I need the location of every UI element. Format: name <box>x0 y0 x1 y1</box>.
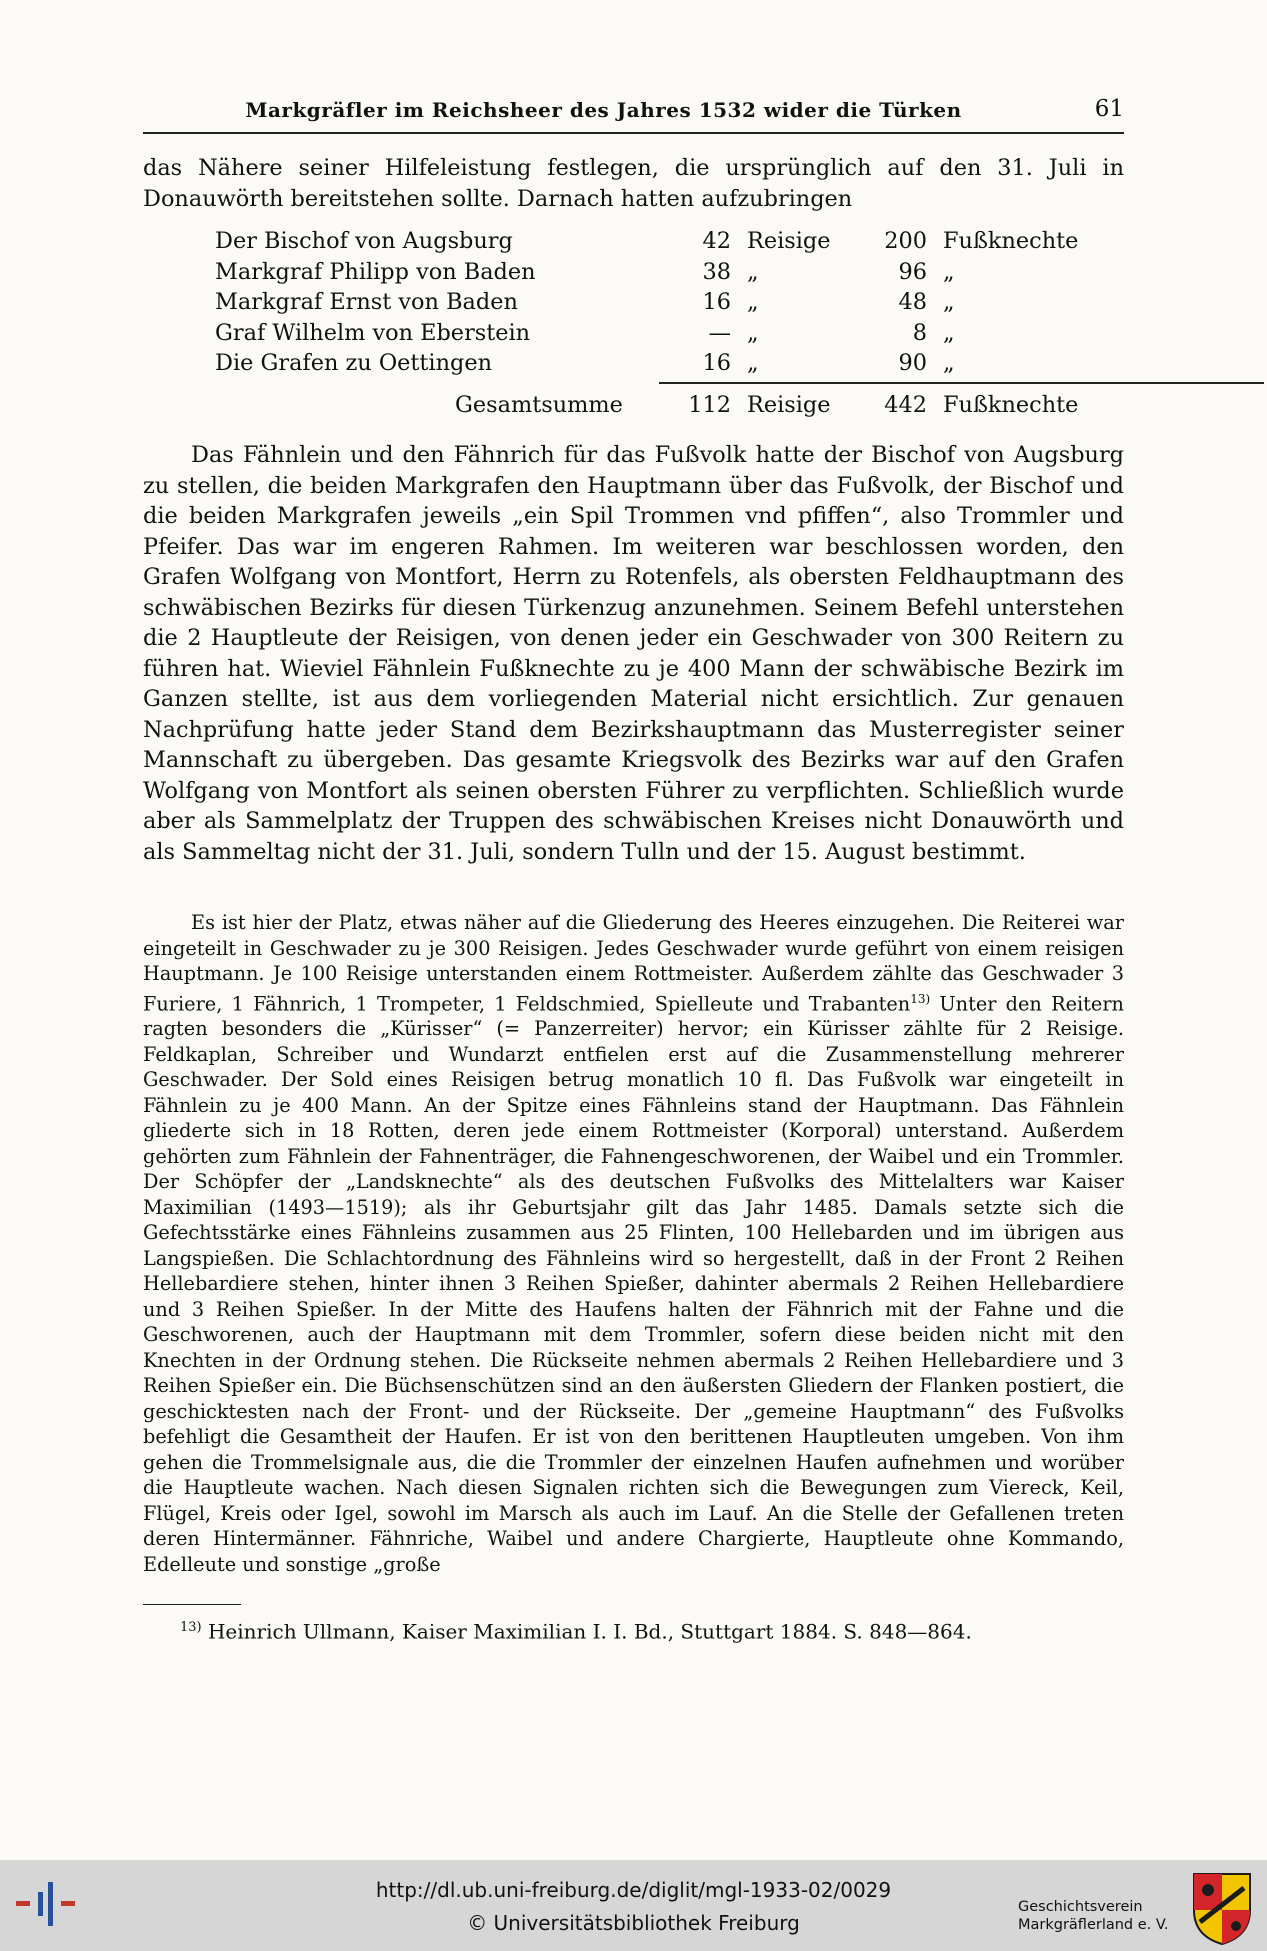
list-row <box>215 228 1079 259</box>
running-head <box>143 92 1124 134</box>
society-name <box>1018 1898 1188 1934</box>
intro-text: das Nähere seiner Hilfeleistung festlegen, die ursprünglich auf den 31. Juli in Donauwörth bereitstehen sollte. Darnach hatten aufzubringen <box>143 155 1124 212</box>
main-paragraph <box>143 440 1124 867</box>
copyright-notice: © Universitätsbibliothek Freiburg <box>467 1911 800 1935</box>
list-row <box>215 320 1048 351</box>
society-name-line-2: Markgräflerland e. V. <box>1018 1917 1169 1933</box>
riders-unit: Reisige <box>747 228 831 254</box>
foot-unit: „ <box>943 258 955 285</box>
total-label: Gesamtsumme <box>455 392 623 418</box>
foot-count: 200 <box>884 228 927 254</box>
riders-count: 16 <box>702 350 731 376</box>
footnote-reference: 13) <box>910 991 931 1006</box>
society-name-line-1: Geschichtsverein <box>1018 1899 1143 1915</box>
riders-unit: „ <box>747 258 759 285</box>
foot-unit: „ <box>943 350 955 376</box>
sum-rule <box>659 382 1264 384</box>
contingent-name: Der Bischof von Augsburg <box>215 228 513 254</box>
digitization-footer <box>0 1860 1267 1951</box>
riders-unit: „ <box>747 350 759 376</box>
foot-count: 48 <box>898 289 927 315</box>
contingent-name: Markgraf Ernst von Baden <box>215 289 518 315</box>
excursus-paragraph <box>143 910 1124 1577</box>
riders-count: — <box>708 319 731 346</box>
contingent-name: Markgraf Philipp von Baden <box>215 258 536 285</box>
foot-count: 8 <box>912 319 927 346</box>
list-row <box>215 289 1048 320</box>
contingent-name: Graf Wilhelm von Eberstein <box>215 319 531 346</box>
page-number: 61 <box>1094 96 1124 122</box>
coat-of-arms-icon <box>1190 1870 1254 1946</box>
footnote-mark: 13) <box>180 1620 202 1635</box>
total-foot: 442 <box>884 392 927 418</box>
excursus-text <box>143 910 1124 1577</box>
riders-count: 42 <box>702 228 731 254</box>
excursus-text-part-b: Unter den Reitern ragten besonders die „Kürisser“ (= Panzerreiter) hervor; ein Kürisser zählte für 2 Reisige. Feldkaplan, Schreiber und Wundarzt entfielen erst auf die Zusammenstellung mehrerer Geschwader. Der Sold eines Reisigen betrug monatlich 10 fl. Das Fußvolk war eingeteilt in Fähnlein zu je 400 Mann. An der Spitze eines Fähnleins stand der Hauptmann. Das Fähnlein gliederte sich in 18 Rotten, deren jede einem Rottmeister (Korporal) unterstand. Außerdem gehörten zum Fähnlein der Fahnenträger, die Fahnengeschworenen, der Waibel und ein Trommler. Der Schöpfer der „Landsknechte“ als des deutschen Fußvolks des Mittelalters war Kaiser Maximilian (1493—1519); als ihr Geburtsjahr gilt das Jahr 1485. Damals setzte sich die Gefechtsstärke eines Fähnleins zusammen aus 25 Flinten, 100 Hellebarden und im übrigen aus Langspießen. Die Schlachtordnung des Fähnleins wird so hergestellt, daß in der Front 2 Reihen Hellebardiere stehen, hinter ihnen 3 Reihen Spießer, dahinter abermals 2 Reihen Hellebardiere und 3 Reihen Spießer. In der Mitte des Haufens halten der Fähnrich mit der Fahne und die Geschworenen, auch der Hauptmann mit dem Trommler, sofern diese beiden nicht mit den Knechten in der Ordnung stehen. Die Rückseite nehmen abermals 2 Reihen Hellebardiere und 3 Reihen Spießer ein. Die Büchsenschützen sind an den äußersten Gliedern der Flanken postiert, die geschicktesten nach der Front- und der Rückseite. Der „gemeine Hauptmann“ des Fußvolks befehligt die Gesamtheit der Haufen. Er ist von den berittenen Hauptleuten umgeben. Von ihm gehen die Trommelsignale aus, die die Trommler der einzelnen Haufen aufnehmen und worüber die Hauptleute wachen. Nach diesen Signalen richten sich die Bewegungen zum Viereck, Keil, Flügel, Kreis oder Igel, sowohl im Marsch als auch im Lauf. An die Stelle der Gefallenen treten deren Hintermänner. Fähnriche, Waibel und andere Chargierte, Hauptleute ohne Kommando, Edelleute und sonstige „große <box>143 991 1124 1576</box>
contingent-list <box>215 228 1079 418</box>
intro-paragraph <box>143 153 1124 214</box>
footnote-text: Heinrich Ullmann, Kaiser Maximilian I. I. Bd., Stuttgart 1884. S. 848—864. <box>201 1619 972 1644</box>
running-title: Markgräfler im Reichsheer des Jahres 1532 wider die Türken <box>245 98 962 122</box>
riders-count: 16 <box>702 289 731 315</box>
riders-unit: „ <box>747 319 759 346</box>
footnote <box>180 1614 1124 1646</box>
total-row <box>215 392 1079 422</box>
permalink[interactable]: http://dl.ub.uni-freiburg.de/diglit/mgl-1933-02/0029 <box>375 1878 892 1902</box>
excursus-text-part-a: Es ist hier der Platz, etwas näher auf die Gliederung des Heeres einzugehen. Die Reiterei war eingeteilt in Geschwader zu je 300 Reisigen. Jedes Geschwader wurde geführt von einem reisigen Hauptmann. Je 100 Reisige unterstanden einem Rottmeister. Außerdem zählte das Geschwader 3 Furiere, 1 Fähnrich, 1 Trompeter, 1 Feldschmied, Spielleute und Trabanten <box>143 911 1124 1015</box>
foot-unit: „ <box>943 289 955 315</box>
foot-unit: „ <box>943 319 955 346</box>
list-row <box>215 259 1048 290</box>
riders-unit: „ <box>747 289 759 315</box>
total-foot-unit: Fußknechte <box>943 392 1079 418</box>
foot-count: 90 <box>898 350 927 376</box>
paragraph-text: Das Fähnlein und den Fähnrich für das Fußvolk hatte der Bischof von Augsburg zu stellen, die beiden Markgrafen den Hauptmann über das Fußvolk, der Bischof und die beiden Markgrafen jeweils „ein Spil Trommen vnd pfiffen“, also Trommler und Pfeifer. Das war im engeren Rahmen. Im weiteren war beschlossen worden, den Grafen Wolfgang von Montfort, Herrn zu Rotenfels, als obersten Feldhauptmann des schwäbischen Bezirks für diesen Türkenzug anzunehmen. Seinem Befehl unterstehen die 2 Hauptleute der Reisigen, von denen jeder ein Geschwader von 300 Reitern zu führen hat. Wieviel Fähnlein Fußknechte zu je 400 Mann der schwäbische Bezirk im Ganzen stellte, ist aus dem vorliegenden Material nicht ersichtlich. Zur genauen Nachprüfung hatte jeder Stand dem Bezirkshauptmann das Musterregister seiner Mannschaft zu übergeben. Das gesamte Kriegsvolk des Bezirks war auf den Grafen Wolfgang von Montfort als seinen obersten Führer zu verpflichten. Schließlich wurde aber als Sammelplatz der Truppen des schwäbischen Kreises nicht Donauwörth und als Sammeltag nicht der 31. Juli, sondern Tulln und der 15. August bestimmt. <box>143 442 1124 865</box>
list-row <box>215 350 1048 381</box>
foot-unit: Fußknechte <box>943 228 1079 254</box>
riders-count: 38 <box>702 258 731 285</box>
total-riders-unit: Reisige <box>747 392 831 418</box>
foot-count: 96 <box>898 258 927 285</box>
contingent-name: Die Grafen zu Oettingen <box>215 350 493 376</box>
total-riders: 112 <box>688 392 731 418</box>
footnote-rule <box>143 1604 241 1605</box>
